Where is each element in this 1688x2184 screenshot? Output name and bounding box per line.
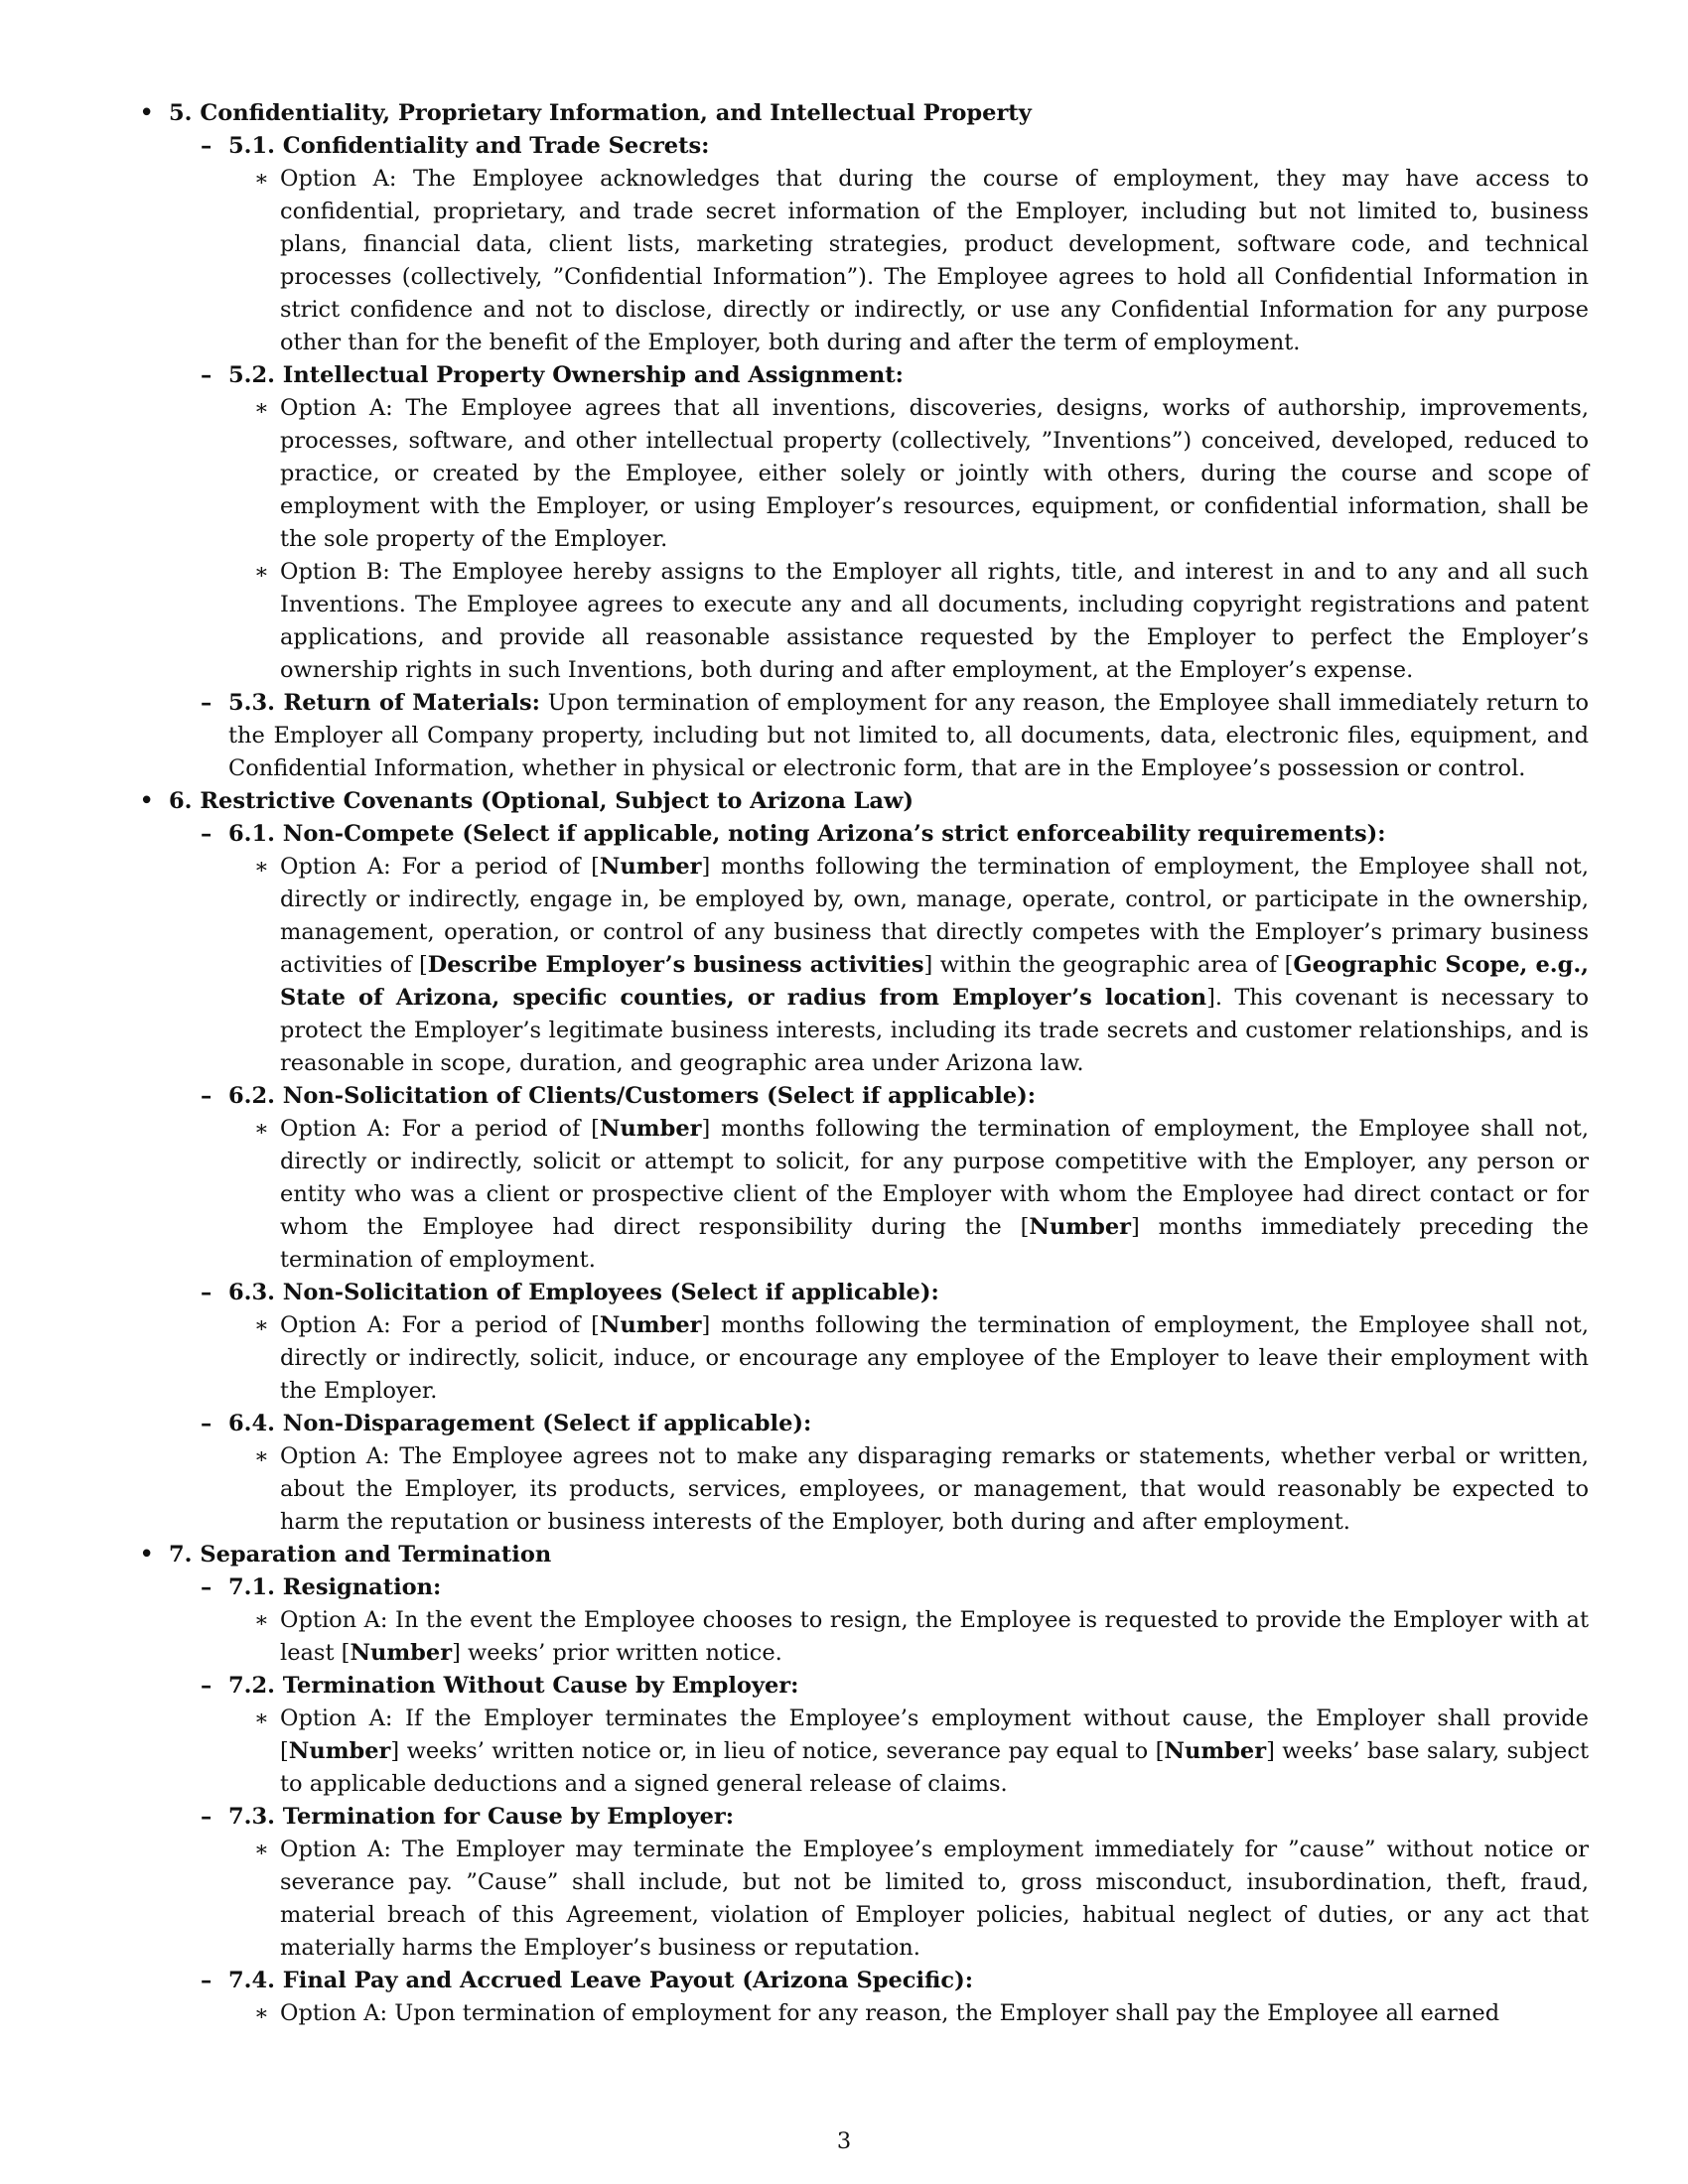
bullet-icon: • (139, 98, 155, 128)
option-text: Option A: The Employee agrees that all inventions, discoveries, designs, works of authorship, improvements, processes, software, and other intellectual property (collectively, ”Inventions”) conceived, developed, reduced to practice, or created by the Employee, either solely or jointly with others, during the course and scope of employment with the Employer, or using Employer’s resources, equipment, or confidential information, shall be the sole property of the Employer. (280, 395, 1589, 552)
option-paragraph (228, 1440, 1589, 1539)
asterisk-icon: ∗ (254, 1608, 269, 1633)
placeholder-field: Number (599, 854, 702, 880)
section-heading (139, 97, 1589, 130)
placeholder-field: Number (350, 1640, 453, 1666)
placeholder-field: Number (1029, 1214, 1132, 1240)
dash-icon: – (201, 821, 212, 847)
dash-icon: – (201, 1804, 212, 1830)
bullet-icon: • (139, 1540, 155, 1570)
asterisk-icon: ∗ (254, 396, 269, 421)
subsection-heading (201, 1801, 1589, 1834)
option-text: Option A: For a period of [ (280, 1116, 600, 1142)
subsection (169, 1277, 1589, 1408)
option-paragraph (228, 556, 1589, 687)
subsection-title: 7.3. Termination for Cause by Employer: (228, 1804, 735, 1830)
subsection-heading (201, 818, 1589, 851)
placeholder-field: Number (599, 1312, 702, 1338)
subsection-heading (201, 1408, 1589, 1440)
option-paragraph (228, 851, 1589, 1080)
page-number: 3 (836, 2128, 852, 2154)
section (137, 97, 1589, 785)
section-heading-text: 5. Confidentiality, Proprietary Information, and Intellectual Property (169, 100, 1032, 126)
dash-icon: – (201, 362, 212, 388)
placeholder-field: Number (599, 1116, 702, 1142)
subsection-heading (201, 1571, 1589, 1604)
subsection-title: 7.1. Resignation: (228, 1574, 442, 1600)
subsection-heading (201, 1277, 1589, 1309)
placeholder-field: Describe Employer’s business activities (427, 952, 924, 978)
subsection (169, 1571, 1589, 1670)
placeholder-field: Number (288, 1738, 391, 1764)
option-text: ] weeks’ prior written notice. (452, 1640, 782, 1666)
section-heading (139, 785, 1589, 818)
subsection-title: 7.4. Final Pay and Accrued Leave Payout (Arizona Specific): (228, 1968, 974, 1993)
option-text: ] months immediately preceding the termination of employment. (280, 1214, 1589, 1273)
subsection-title: 6.3. Non-Solicitation of Employees (Select if applicable): (228, 1280, 939, 1305)
dash-icon: – (201, 1083, 212, 1109)
subsection (169, 687, 1589, 785)
asterisk-icon: ∗ (254, 167, 269, 192)
asterisk-icon: ∗ (254, 1706, 269, 1731)
option-paragraph (228, 1309, 1589, 1408)
asterisk-icon: ∗ (254, 1838, 269, 1862)
subsection (169, 130, 1589, 359)
subsection-heading (201, 359, 1589, 392)
subsection-heading (201, 1670, 1589, 1703)
subsection (169, 1965, 1589, 2030)
dash-icon: – (201, 1280, 212, 1305)
option-paragraph (228, 1834, 1589, 1965)
option-paragraph (228, 1997, 1589, 2030)
option-text: ] weeks’ written notice or, in lieu of notice, severance pay equal to [ (390, 1738, 1165, 1764)
option-paragraph (228, 1703, 1589, 1801)
option-text: Option A: If the Employer terminates the Employee’s employment without cause, the Employer shall provide [ (280, 1706, 1589, 1764)
option-text: Option A: The Employer may terminate the Employee’s employment immediately for ”cause” without notice or severance pay. ”Cause” shall include, but not be limited to, gross misconduct, insubordination, theft, fraud, material breach of this Agreement, violation of Employer policies, habitual neglect of duties, or any act that materially harms the Employer’s business or reputation. (280, 1837, 1589, 1961)
option-text: ] weeks’ base salary, subject to applicable deductions and a signed general release of claims. (280, 1738, 1589, 1797)
option-paragraph (228, 163, 1589, 359)
asterisk-icon: ∗ (254, 560, 269, 585)
dash-icon: – (201, 690, 212, 716)
subsection (169, 1670, 1589, 1801)
option-text: Option A: The Employee agrees not to make any disparaging remarks or statements, whether verbal or written, about the Employer, its products, services, employees, or management, that would reasonably be expected to harm the reputation or business interests of the Employer, both during and after employment. (280, 1443, 1589, 1535)
subsection (169, 1801, 1589, 1965)
asterisk-icon: ∗ (254, 1444, 269, 1469)
subsection-text: Upon termination of employment for any reason, the Employee shall immediately return to the Employer all Company property, including but not limited to, all documents, data, electronic files, equipment, and Confidential Information, whether in physical or electronic form, that are in the Employee’s possession or control. (228, 690, 1590, 781)
bullet-icon: • (139, 786, 155, 816)
option-text: Option A: For a period of [ (280, 854, 600, 880)
placeholder-field: Number (1164, 1738, 1267, 1764)
option-text: ] within the geographic area of [ (923, 952, 1294, 978)
subsection (169, 359, 1589, 687)
option-text: Option A: In the event the Employee chooses to resign, the Employee is requested to provide the Employer with at least [ (280, 1607, 1589, 1666)
asterisk-icon: ∗ (254, 2001, 269, 2026)
dash-icon: – (201, 133, 212, 159)
dash-icon: – (201, 1968, 212, 1993)
section (137, 1539, 1589, 2030)
option-text: ] months following the termination of employment, the Employee shall not, directly or indirectly, engage in, be employed by, own, manage, operate, control, or participate in the ownership, management, operation, or control of any business that directly competes with the Employer’s primary business activities of [ (280, 854, 1589, 978)
option-text: ] months following the termination of employment, the Employee shall not, directly or indirectly, solicit or attempt to solicit, for any purpose competitive with the Employer, any person or entity who was a client or prospective client of the Employer with whom the Employee had direct contact or for whom the Employee had direct responsibility during the [ (280, 1116, 1589, 1240)
asterisk-icon: ∗ (254, 855, 269, 880)
subsection-title: 5.3. Return of Materials: (228, 690, 540, 716)
option-paragraph (228, 392, 1589, 556)
asterisk-icon: ∗ (254, 1117, 269, 1142)
dash-icon: – (201, 1673, 212, 1699)
section-heading-text: 6. Restrictive Covenants (Optional, Subject to Arizona Law) (169, 788, 914, 814)
option-paragraph (228, 1113, 1589, 1277)
option-text: ] months following the termination of employment, the Employee shall not, directly or indirectly, solicit, induce, or encourage any employee of the Employer to leave their employment with the Employer. (280, 1312, 1589, 1404)
dash-icon: – (201, 1574, 212, 1600)
dash-icon: – (201, 1411, 212, 1436)
subsection-title: 6.1. Non-Compete (Select if applicable, noting Arizona’s strict enforceability requirements): (228, 821, 1386, 847)
subsection-title: 5.2. Intellectual Property Ownership and Assignment: (228, 362, 904, 388)
section-heading (139, 1539, 1589, 1571)
subsection-title: 5.1. Confidentiality and Trade Secrets: (228, 133, 710, 159)
option-paragraph (228, 1604, 1589, 1670)
subsection-heading (201, 1965, 1589, 1997)
option-text: Option B: The Employee hereby assigns to the Employer all rights, title, and interest in and to any and all such Inventions. The Employee agrees to execute any and all documents, including copyright registrations and patent applications, and provide all reasonable assistance requested by the Employer to perfect the Employer’s ownership rights in such Inventions, both during and after employment, at the Employer’s expense. (280, 559, 1589, 683)
subsection-title: 6.2. Non-Solicitation of Clients/Customers (Select if applicable): (228, 1083, 1037, 1109)
subsection-heading (201, 1080, 1589, 1113)
option-text: ]. This covenant is necessary to protect the Employer’s legitimate business interests, including its trade secrets and customer relationships, and is reasonable in scope, duration, and geographic area under Arizona law. (280, 985, 1589, 1076)
option-text: Option A: For a period of [ (280, 1312, 600, 1338)
option-text: Option A: Upon termination of employment for any reason, the Employer shall pay the Employee all earned (280, 2000, 1500, 2026)
subsection-heading (201, 687, 1590, 785)
subsection-title: 7.2. Termination Without Cause by Employer: (228, 1673, 799, 1699)
option-text: Option A: The Employee acknowledges that during the course of employment, they may have access to confidential, proprietary, and trade secret information of the Employer, including but not limited to, business plans, financial data, client lists, marketing strategies, product development, software code, and technical processes (collectively, ”Confidential Information”). The Employee agrees to hold all Confidential Information in strict confidence and not to disclose, directly or indirectly, or use any Confidential Information for any purpose other than for the benefit of the Employer, both during and after the term of employment. (280, 166, 1589, 355)
asterisk-icon: ∗ (254, 1313, 269, 1338)
section (137, 785, 1589, 1539)
section-heading-text: 7. Separation and Termination (169, 1542, 552, 1568)
subsection-heading (201, 130, 1589, 163)
document-body (137, 97, 1589, 2030)
subsection-title: 6.4. Non-Disparagement (Select if applicable): (228, 1411, 812, 1436)
subsection (169, 1408, 1589, 1539)
subsection (169, 818, 1589, 1080)
subsection (169, 1080, 1589, 1277)
placeholder-field: Geographic Scope, e.g., State of Arizona, specific counties, or radius from Employer’s location (280, 952, 1589, 1011)
